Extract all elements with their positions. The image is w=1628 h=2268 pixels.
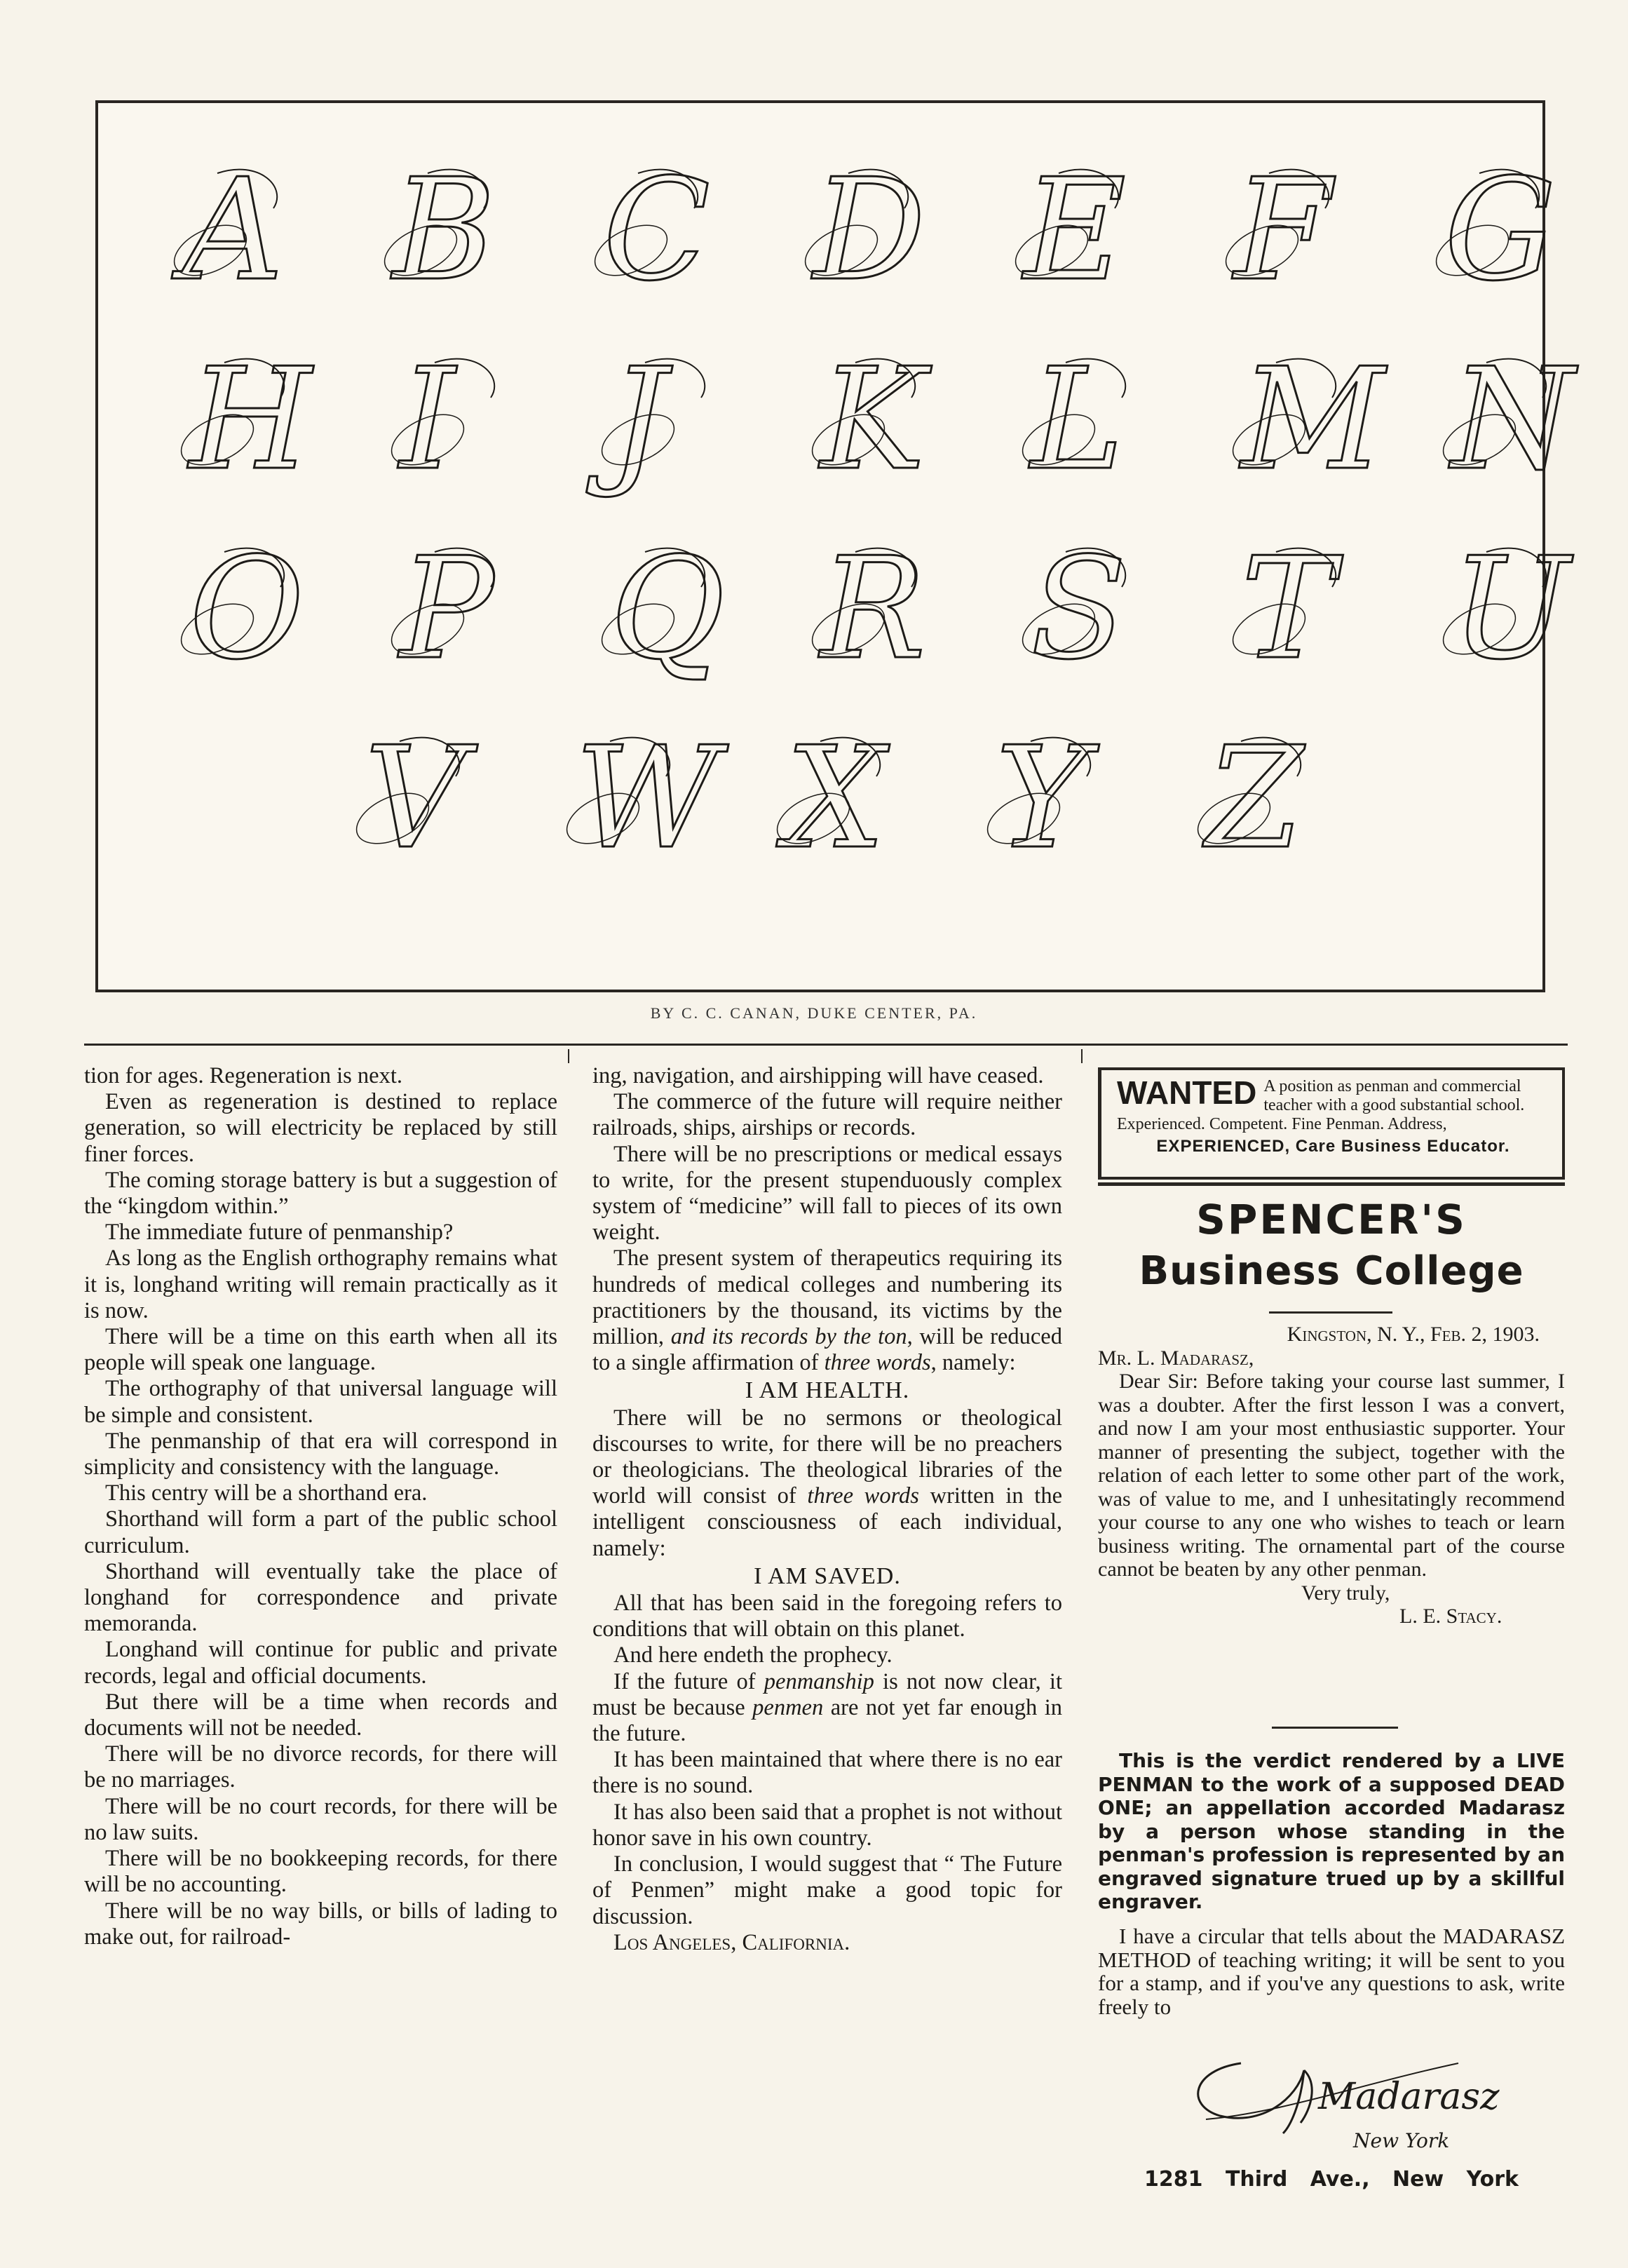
svg-text:N: N xyxy=(1451,338,1574,501)
svg-text:I: I xyxy=(400,338,456,501)
svg-text:G: G xyxy=(1444,149,1556,312)
svg-text:J: J xyxy=(610,338,667,501)
capital-letter-q xyxy=(594,527,724,691)
svg-text:Z: Z xyxy=(1206,717,1303,880)
svg-text:U: U xyxy=(1451,527,1570,691)
svg-text:P: P xyxy=(400,527,494,691)
testimonial-letter xyxy=(1098,1323,1565,1628)
wanted-address: EXPERIENCED, Care Business Educator. xyxy=(1156,1137,1510,1156)
verdict-notice: This is the verdict rendered by a LIVE PENMAN to the work of a supposed DEAD ONE; an appellation accorded Madarasz by a person whose standing in the penman's profession is represented by an engraved signature trued up by a skillful engraver. xyxy=(1098,1749,1565,1913)
paragraph: But there will be a time when records and documents will not be needed. xyxy=(84,1689,557,1741)
capital-letter-u xyxy=(1435,527,1574,691)
college-type: Business College xyxy=(1139,1248,1524,1294)
svg-text:H: H xyxy=(189,338,312,501)
svg-text:E: E xyxy=(1024,149,1126,312)
svg-text:K: K xyxy=(820,338,925,501)
capital-letter-j xyxy=(586,338,705,501)
paragraph: The orthography of that universal language will be simple and consistent. xyxy=(84,1376,557,1428)
svg-text:W: W xyxy=(575,717,719,880)
capital-letter-h xyxy=(173,338,314,501)
article-column-1 xyxy=(84,1063,557,1950)
paragraph: The immediate future of penmanship? xyxy=(105,1220,454,1246)
paragraph: It has been maintained that where there is no ear there is no sound. xyxy=(592,1747,1062,1799)
svg-text:F: F xyxy=(1234,149,1331,312)
svg-text:S: S xyxy=(1031,527,1127,691)
paragraph: This centry will be a shorthand era. xyxy=(105,1480,428,1506)
paragraph: There will be no prescriptions or medical essays to write, for the present stupenduously complex system of “medicine” will fall to pieces of its own weight. xyxy=(592,1141,1062,1246)
paragraph: Shorthand will eventually take the place of longhand for correspondence and private memoranda. xyxy=(84,1558,557,1637)
capital-letter-r xyxy=(804,527,925,691)
capital-letter-l xyxy=(1015,338,1125,501)
svg-text:Q: Q xyxy=(610,527,725,691)
advertiser-address: 1281 Third Ave., New York xyxy=(1144,2167,1519,2192)
capital-letter-x xyxy=(769,717,890,880)
plate-caption: BY C. C. CANAN, DUKE CENTER, PA. xyxy=(650,1004,978,1022)
short-rule xyxy=(1272,1727,1398,1729)
capital-letter-v xyxy=(348,717,478,880)
column-rule xyxy=(1081,1049,1083,1063)
capital-letter-z xyxy=(1190,717,1305,880)
college-name: SPENCER'S xyxy=(1196,1196,1467,1243)
wanted-heading: WANTED xyxy=(1117,1074,1257,1111)
capital-letter-w xyxy=(559,717,729,880)
paragraph: Longhand will continue for public and private records, legal and official documents. xyxy=(84,1637,557,1689)
svg-text:X: X xyxy=(785,717,886,880)
top-rule xyxy=(84,1044,1568,1046)
capital-letter-m xyxy=(1225,338,1388,501)
ornamental-capitals xyxy=(98,103,1574,990)
wanted-body: A position as penman and commercial teacher with a good substantial school. Experienced. Competent. Fine Penman. Address, xyxy=(1117,1077,1525,1133)
alphabet-plate xyxy=(95,100,1574,992)
capital-letter-n xyxy=(1435,338,1578,501)
paragraph: In conclusion, I would suggest that “ The Future of Penmen” might make a good topic for discussion. xyxy=(592,1851,1062,1929)
svg-text:D: D xyxy=(813,149,926,312)
wanted-advertisement xyxy=(1098,1067,1565,1180)
paragraph: There will be no way bills, or bills of lading to make out, for railroad- xyxy=(84,1898,557,1950)
paragraph: The penmanship of that era will correspond in simplicity and consistency with the language. xyxy=(84,1428,557,1480)
paragraph: There will be no bookkeeping records, for there will be no accounting. xyxy=(84,1846,557,1898)
ad-rule xyxy=(1098,1182,1565,1186)
affirmation-heading: I AM SAVED. xyxy=(754,1562,901,1589)
paragraph: There will be no divorce records, for there will be no marriages. xyxy=(84,1741,557,1793)
column-rule xyxy=(568,1049,569,1063)
svg-text:T: T xyxy=(1241,527,1335,691)
paragraph: The coming storage battery is but a suggestion of the “kingdom within.” xyxy=(84,1167,557,1220)
salutation: Mr. L. Madarasz, xyxy=(1098,1346,1254,1370)
place-line: Los Angeles, California. xyxy=(613,1929,850,1955)
paragraph: There will be no sermons or theological discourses to write, for there will be no preachers or theologicians. The theological libraries of the world will consist of three words written in the intelligent consciousness of each individual, namely: xyxy=(592,1405,1062,1561)
svg-text:L: L xyxy=(1031,338,1124,501)
paragraph: As long as the English orthography remains what it is, longhand writing will remain practically as it is now. xyxy=(84,1246,557,1323)
article-column-2 xyxy=(592,1063,1062,1956)
capital-letter-c xyxy=(587,149,710,312)
paragraph: ing, navigation, and airshipping will have ceased. xyxy=(592,1063,1044,1088)
paragraph: There will be no court records, for there will be no law suits. xyxy=(84,1793,557,1845)
dateline: Kingston, N. Y., Feb. 2, 1903. xyxy=(1287,1323,1540,1346)
capital-letter-g xyxy=(1428,149,1556,312)
capital-letter-i xyxy=(384,338,494,501)
svg-text:B: B xyxy=(393,149,496,312)
short-rule xyxy=(1269,1311,1392,1314)
letter-body: Dear Sir: Before taking your course last summer, I was a doubter. After the first lesson I was a convert, and now I am your most enthusiastic supporter. Your manner of presenting the subject, together with the relation of each letter to some other part of the work, was of value to me, and I unhesitatingly recommend your course to any one who wishes to teach or learn business writing. The ornamental part of the course cannot be beaten by any other penman. xyxy=(1098,1370,1565,1581)
affirmation-heading: I AM HEALTH. xyxy=(745,1377,910,1404)
spencer-heading xyxy=(1098,1192,1565,1296)
capital-letter-t xyxy=(1225,527,1343,691)
svg-text:V: V xyxy=(365,717,466,880)
capital-letter-d xyxy=(797,149,925,312)
capital-letter-s xyxy=(1015,527,1127,691)
capital-letter-k xyxy=(804,338,932,501)
svg-text:A: A xyxy=(182,149,284,312)
paragraph: The present system of therapeutics requiring its hundreds of medical colleges and numbering its practitioners by the thousand, its victims by the million, and its records by the ton, will be reduced to a single affirmation of three words, namely: xyxy=(592,1246,1062,1376)
paragraph: Even as regeneration is destined to replace generation, so will electricity be replaced by still finer forces. xyxy=(84,1089,557,1167)
svg-text:M: M xyxy=(1241,338,1385,501)
paragraph: Shorthand will form a part of the public school curriculum. xyxy=(84,1506,557,1558)
capital-letter-p xyxy=(384,527,496,691)
paragraph: All that has been said in the foregoing refers to conditions that will obtain on this planet. xyxy=(592,1591,1062,1642)
paragraph: If the future of penmanship is not now clear, it must be because penmen are not yet far enough in the future. xyxy=(592,1668,1062,1747)
signature-name: Madarasz xyxy=(1318,2076,1500,2118)
capital-letter-a xyxy=(166,149,283,312)
circular-notice: I have a circular that tells about the MADARASZ METHOD of teaching writing; it will be sent to you for a stamp, and if you've any questions to ask, write freely to xyxy=(1098,1924,1565,2019)
madarasz-signature xyxy=(1178,2042,1500,2154)
signature-city: New York xyxy=(1353,2129,1450,2152)
paragraph: There will be a time on this earth when all its people will speak one language. xyxy=(84,1324,557,1376)
capital-letter-o xyxy=(173,527,304,691)
letter-signature: L. E. Stacy. xyxy=(1399,1605,1502,1628)
svg-text:R: R xyxy=(820,527,926,691)
capital-letter-f xyxy=(1218,149,1336,312)
paragraph: And here endeth the prophecy. xyxy=(613,1642,893,1668)
paragraph: It has also been said that a prophet is not without honor save in his own country. xyxy=(592,1799,1062,1851)
svg-text:O: O xyxy=(189,527,304,691)
letter-close: Very truly, xyxy=(1301,1581,1390,1605)
paragraph: tion for ages. Regeneration is next. xyxy=(84,1063,402,1088)
svg-text:C: C xyxy=(603,149,711,312)
paragraph: The commerce of the future will require neither railroads, ships, airships or records. xyxy=(592,1089,1062,1141)
svg-text:Y: Y xyxy=(996,717,1089,880)
capital-letter-b xyxy=(377,149,496,312)
capital-letter-y xyxy=(979,717,1099,880)
capital-letter-e xyxy=(1008,149,1126,312)
